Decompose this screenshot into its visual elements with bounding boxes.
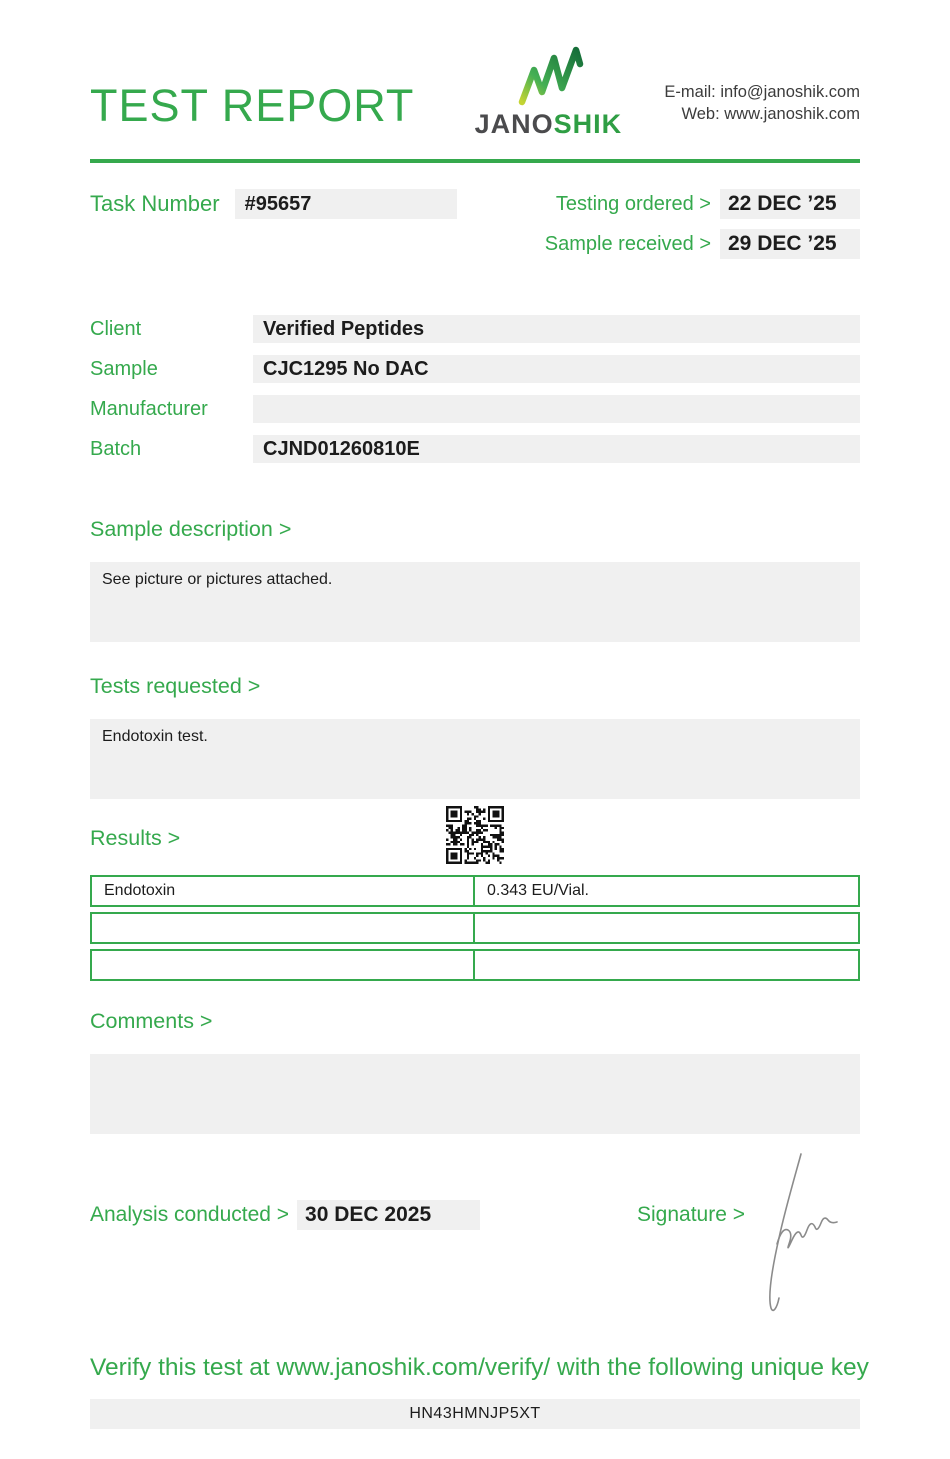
result-name: [92, 914, 475, 942]
detail-row-batch: [90, 435, 860, 463]
manufacturer-label: Manufacturer: [90, 398, 208, 420]
detail-row-sample: [90, 355, 860, 383]
signature-image: [755, 1148, 855, 1325]
batch-label: Batch: [90, 438, 142, 460]
results-table-row: [90, 912, 860, 944]
client-label: Client: [90, 318, 142, 340]
contact-info: [664, 82, 860, 126]
meta-section: [90, 189, 860, 269]
footer-section: [90, 1200, 860, 1320]
testing-ordered-label: Testing ordered >: [555, 192, 711, 215]
results-heading-row: [90, 809, 860, 867]
result-name: [92, 951, 475, 979]
results-heading: Results >: [90, 825, 181, 850]
verify-text: Verify this test at www.janoshik.com/verify/ with the following unique key: [90, 1354, 869, 1381]
qr-code: [446, 806, 504, 869]
sample-received-row: [545, 229, 860, 259]
results-table: [90, 875, 860, 981]
analysis-conducted-value: 30 DEC 2025: [297, 1200, 480, 1230]
comments-heading: Comments >: [90, 1009, 213, 1033]
signature-label: Signature >: [637, 1203, 745, 1226]
header-divider: [90, 159, 860, 163]
client-value: Verified Peptides: [253, 315, 860, 343]
sample-received-label: Sample received >: [544, 232, 711, 255]
manufacturer-value: [253, 395, 860, 423]
tests-requested-heading: Tests requested >: [90, 674, 261, 698]
detail-row-client: [90, 315, 860, 343]
chart-logo-icon: [502, 44, 594, 111]
detail-row-manufacturer: [90, 395, 860, 423]
sample-received-value: 29 DEC ’25: [720, 229, 860, 259]
task-number-row: [90, 189, 457, 219]
comments-box: [90, 1054, 860, 1134]
report-header: [90, 42, 860, 144]
janoshik-logo: [475, 44, 623, 140]
results-table-row: [90, 875, 860, 907]
testing-ordered-row: [545, 189, 860, 219]
sample-value: CJC1295 No DAC: [253, 355, 860, 383]
result-name: Endotoxin: [92, 877, 475, 905]
results-table-row: [90, 949, 860, 981]
page-title: TEST REPORT: [90, 80, 415, 131]
dates-block: [545, 189, 860, 269]
analysis-conducted-label: Analysis conducted >: [90, 1203, 290, 1226]
contact-email: E-mail: info@janoshik.com: [664, 83, 860, 101]
result-value: 0.343 EU/Vial.: [487, 882, 589, 899]
details-section: [90, 315, 860, 463]
tests-requested-box: Endotoxin test.: [90, 719, 860, 799]
task-number-label: Task Number: [90, 191, 220, 216]
result-value: [475, 914, 858, 942]
sample-description-box: See picture or pictures attached.: [90, 562, 860, 642]
sample-description-heading: Sample description >: [90, 517, 292, 541]
sample-label: Sample: [90, 358, 158, 380]
task-number-value: #95657: [235, 189, 457, 219]
contact-web: Web: www.janoshik.com: [681, 104, 860, 123]
logo-wordmark: JANOSHIK: [474, 109, 623, 139]
unique-key-value: HN43HMNJP5XT: [90, 1399, 860, 1429]
result-value: [475, 951, 858, 979]
batch-value: CJND01260810E: [253, 435, 860, 463]
testing-ordered-value: 22 DEC ’25: [720, 189, 860, 219]
